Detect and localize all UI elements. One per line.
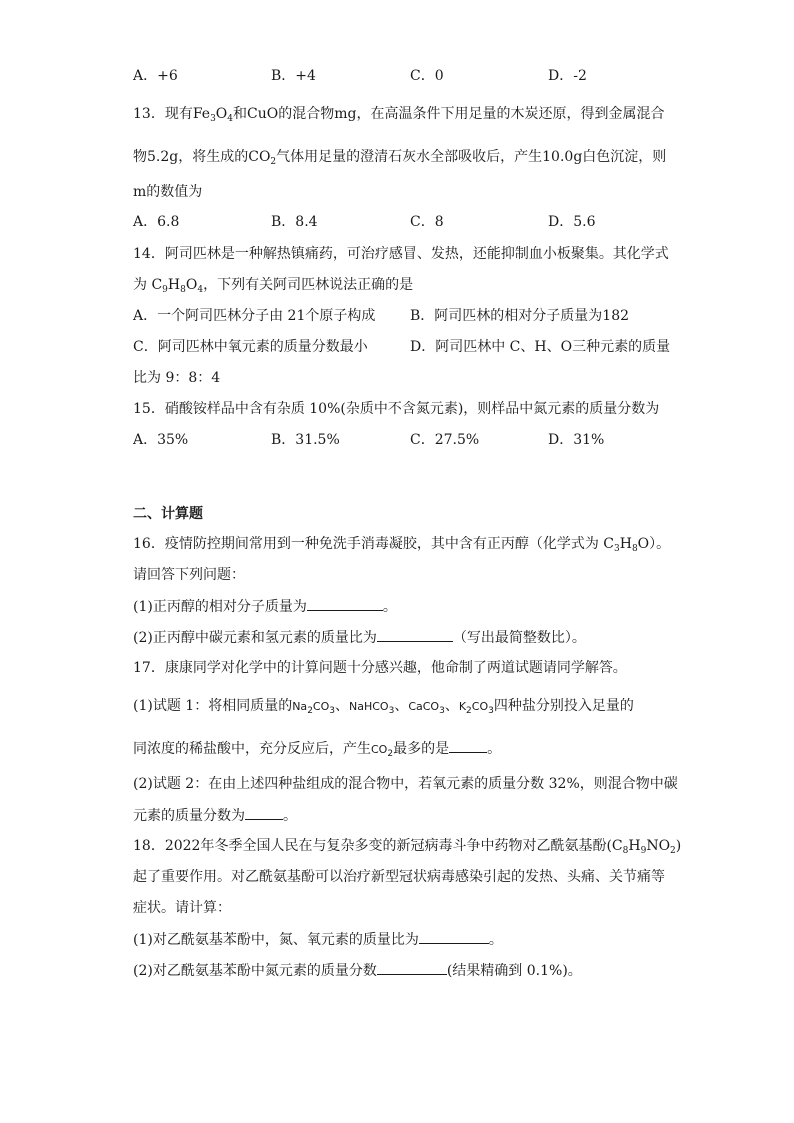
formula-part: CO <box>471 700 489 713</box>
q13-sub: 2 <box>270 157 277 167</box>
q17-text-a: (1)试题 1：将相同质量的 <box>133 698 293 714</box>
answer-blank[interactable] <box>307 596 383 611</box>
q16-sub1-end: 。 <box>382 599 397 615</box>
formula-part: CO <box>371 743 388 756</box>
q13-text-b: O <box>215 106 228 122</box>
formula-part: CaCO <box>408 700 440 713</box>
q15-option-d: D．31% <box>548 432 605 448</box>
q14-stem-line1: 14．阿司匹林是一种解热镇痛药，可治疗感冒、发热，还能抑制血小板聚集。其化学式 <box>133 246 669 262</box>
q18-stem-line2: 起了重要作用。对乙酰氨基酚可以治疗新型冠状病毒感染引起的发热、头痛、关节痛等 <box>133 869 665 885</box>
q18-sub2-text: (2)对乙酰氨基苯酚中氮元素的质量分数 <box>133 963 377 979</box>
q15-option-c: C．27.5% <box>410 432 480 448</box>
q12-option-c: C．0 <box>410 68 444 84</box>
formula-sub: 2 <box>466 706 472 716</box>
q15-option-a: A．35% <box>133 432 189 448</box>
q12-option-b: B．+4 <box>271 68 316 84</box>
answer-blank[interactable] <box>449 738 487 753</box>
q16-sub2-end: （写出最简整数比）。 <box>452 630 586 646</box>
q18-sub: 2 <box>670 846 676 856</box>
q13-option-b: B．8.4 <box>271 214 318 230</box>
answer-blank[interactable] <box>245 805 283 820</box>
q17-text-d: 最多的是 <box>393 741 450 757</box>
q17-text-f: 元素的质量分数为 <box>133 808 245 824</box>
formula-part: Na <box>292 700 308 713</box>
formula-nahco3 <box>349 700 395 716</box>
q15-option-b: B．31.5% <box>271 432 340 448</box>
separator: 、 <box>335 698 349 714</box>
q16-sub2-text: (2)正丙醇中碳元素和氢元素的质量比为 <box>133 630 377 646</box>
formula-sub: 2 <box>387 749 394 759</box>
formula-caco3 <box>408 700 445 716</box>
formula-co2 <box>371 743 394 759</box>
q14-text-d: ，下列有关阿司匹林说法正确的是 <box>203 277 414 293</box>
q16-stem-line1 <box>133 534 670 554</box>
q14-stem-line2 <box>133 275 413 295</box>
q14-sub: 4 <box>197 285 204 295</box>
q13-option-d: D．5.6 <box>548 214 596 230</box>
q17-text-b: 四种盐分别投入足量的 <box>493 698 634 714</box>
q17-test1-line1 <box>133 696 634 717</box>
q13-text-e: 气体用足量的澄清石灰水全部吸收后，产生10.0g白色沉淀，则 <box>276 149 667 165</box>
formula-na2co3 <box>292 700 335 716</box>
q15-stem: 15．硝酸铵样品中含有杂质 10%(杂质中不含氮元素)，则样品中氮元素的质量分数为 <box>133 401 660 417</box>
q16-text-c: O）。 <box>637 536 671 552</box>
q16-sub: 3 <box>613 544 620 554</box>
q14-option-d: D．阿司匹林中 C、H、O三种元素的质量 <box>410 339 671 355</box>
q16-sub1-text: (1)正丙醇的相对分子质量为 <box>133 599 307 615</box>
q13-text-d: 物5.2g，将生成的CO <box>133 149 271 165</box>
q13-sub: 4 <box>227 114 234 124</box>
q13-text-a: 13．现有Fe <box>133 106 211 122</box>
q17-test1-line2 <box>133 738 501 760</box>
q18-text-b: H <box>628 838 641 854</box>
formula-part: K <box>458 700 467 713</box>
separator: 、 <box>394 698 409 714</box>
q13-text-c: 和CuO的混合物mg，在高温条件下用足量的木炭还原，得到金属混合 <box>233 106 665 122</box>
formula-part: NaHCO <box>349 700 389 713</box>
q17-stem: 17．康康同学对化学中的计算问题十分感兴趣，他命制了两道试题请同学解答。 <box>133 660 627 676</box>
answer-blank[interactable] <box>377 960 447 975</box>
q18-sub2-end: (结果精确到 0.1%)。 <box>446 963 582 979</box>
q18-sub: 8 <box>622 846 629 856</box>
q16-text-b: H <box>619 536 632 552</box>
q16-stem-line2: 请回答下列问题： <box>133 567 245 583</box>
q14-sub: 8 <box>180 285 186 295</box>
q14-sub: 9 <box>162 285 168 295</box>
q18-sub: 9 <box>640 846 647 856</box>
formula-k2co3 <box>458 700 494 716</box>
q14-text-a: 为 C <box>133 277 163 293</box>
q18-stem-line3: 症状。请计算： <box>133 900 231 916</box>
q13-sub: 3 <box>210 114 216 124</box>
q16-sub: 8 <box>631 544 638 554</box>
q18-stem-line1 <box>133 836 681 856</box>
section-title: 二、计算题 <box>133 506 203 522</box>
q17-test2-line2 <box>133 805 297 826</box>
q17-text-c: 同浓度的稀盐酸中，充分反应后，产生 <box>133 741 371 757</box>
q14-option-c: C．阿司匹林中氧元素的质量分数最小 <box>133 339 368 355</box>
formula-sub: 3 <box>439 706 445 716</box>
q14-text-c: O <box>185 277 198 293</box>
q16-sub2 <box>133 627 586 648</box>
separator: 、 <box>444 698 459 714</box>
q14-option-d-cont: 比为 9：8：4 <box>133 370 221 386</box>
q16-text-a: 16．疫情防控期间常用到一种免洗手消毒凝胶，其中含有正丙醇（化学式为 C <box>133 536 614 552</box>
q18-sub2 <box>133 960 582 981</box>
q14-option-b: B．阿司匹林的相对分子质量为182 <box>410 308 630 324</box>
formula-sub: 2 <box>307 706 313 716</box>
q18-sub1-text: (1)对乙酰氨基苯酚中，氮、氧元素的质量比为 <box>133 932 419 948</box>
formula-sub: 3 <box>329 706 335 716</box>
formula-sub: 3 <box>488 706 494 716</box>
q13-stem-line3: m的数值为 <box>133 184 203 200</box>
q12-option-d: D．-2 <box>548 68 587 84</box>
q18-text-a: 18．2022年冬季全国人民在与复杂多变的新冠病毒斗争中药物对乙酰氨基酚(C <box>133 838 623 854</box>
q13-option-a: A．6.8 <box>133 214 180 230</box>
q12-option-a: A．+6 <box>133 68 178 84</box>
q18-text-d: ) <box>675 838 682 854</box>
q13-option-c: C．8 <box>410 214 444 230</box>
q13-stem-line2 <box>133 147 666 167</box>
q17-text-g: 。 <box>283 808 297 824</box>
formula-sub: 3 <box>388 706 395 716</box>
answer-blank[interactable] <box>419 929 489 944</box>
q17-text-e: 。 <box>487 741 502 757</box>
q14-text-b: H <box>167 277 181 293</box>
formula-part: CO <box>312 700 330 713</box>
q16-sub1 <box>133 596 397 617</box>
q18-sub1-end: 。 <box>488 932 503 948</box>
q17-test2-line1: (2)试题 2：在由上述四种盐组成的混合物中，若氧元素的质量分数 32%，则混合物中碳 <box>133 776 678 792</box>
q13-stem-line1 <box>133 104 664 124</box>
q18-sub1 <box>133 929 503 950</box>
answer-blank[interactable] <box>377 627 453 642</box>
q14-option-a: A．一个阿司匹林分子由 21个原子构成 <box>133 308 376 324</box>
q18-text-c: NO <box>646 838 671 854</box>
